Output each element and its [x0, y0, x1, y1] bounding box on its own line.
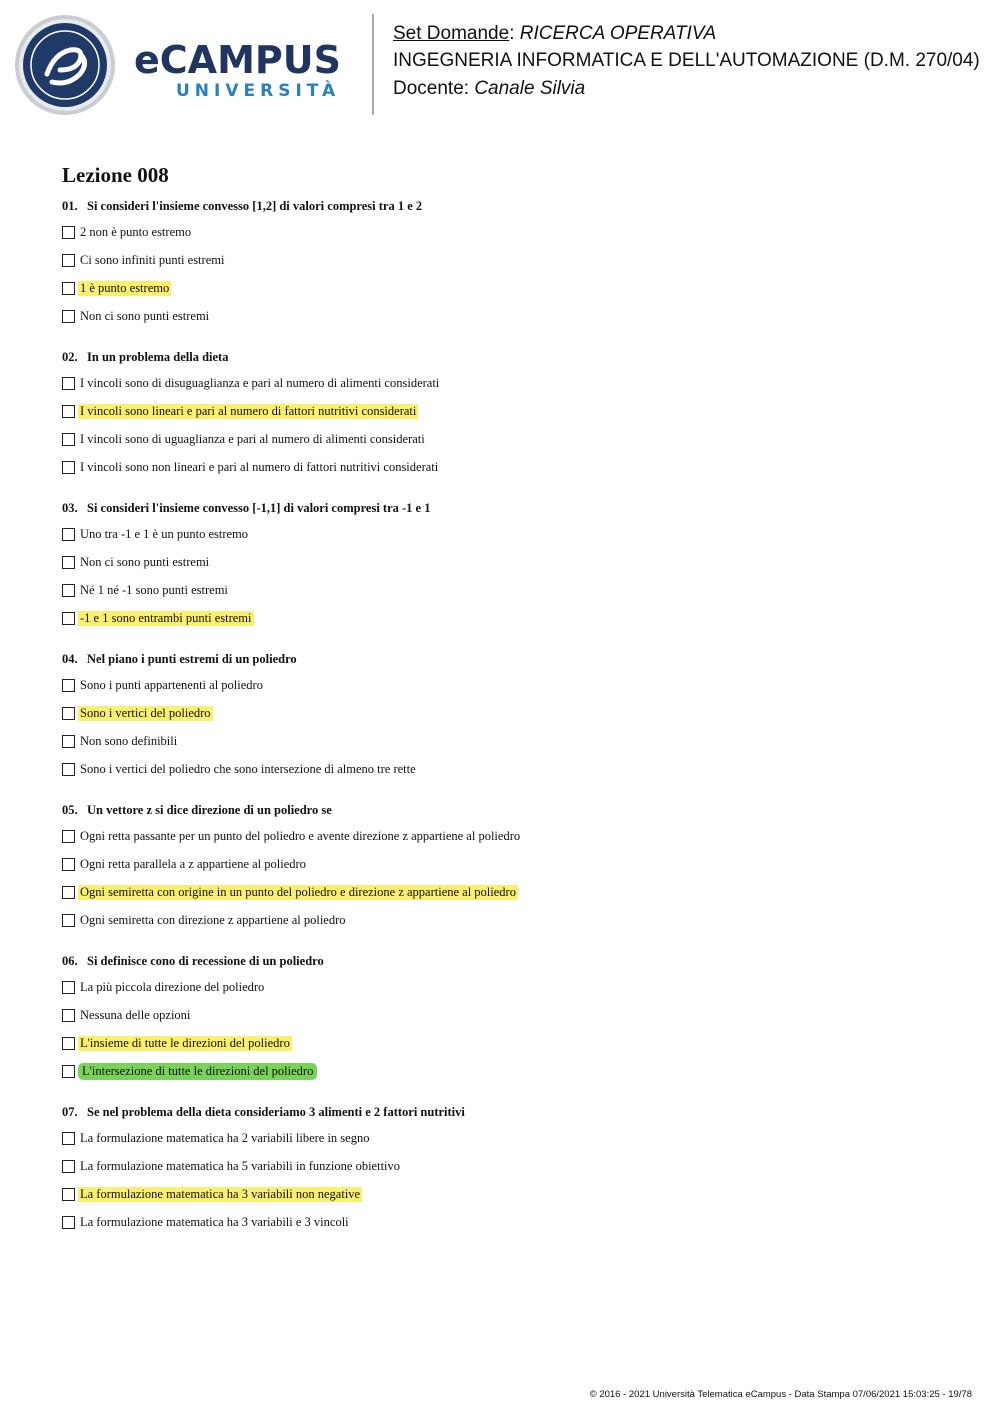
checkbox-icon[interactable]: [62, 830, 75, 843]
ecampus-wordmark: [134, 40, 356, 102]
answer-option[interactable]: [62, 850, 962, 878]
answer-option-text-highlighted: L'insieme di tutte le direzioni del poliedro: [80, 1035, 290, 1050]
answer-option[interactable]: [62, 274, 962, 302]
question-text: Un vettore z si dice direzione di un poliedro se: [87, 803, 332, 817]
answer-option-text: Ogni semiretta con direzione z appartiene al poliedro: [80, 912, 346, 927]
checkbox-icon[interactable]: [62, 226, 75, 239]
answer-option-text: La più piccola direzione del poliedro: [80, 979, 265, 994]
answer-option[interactable]: [62, 1180, 962, 1208]
brand-name: eCAMPUS: [134, 38, 341, 82]
answer-option[interactable]: [62, 397, 962, 425]
set-value: RICERCA OPERATIVA: [519, 23, 717, 44]
checkbox-icon[interactable]: [62, 1065, 75, 1078]
answer-option[interactable]: [62, 1152, 962, 1180]
checkbox-icon[interactable]: [62, 735, 75, 748]
ecampus-seal-logo-icon: [14, 14, 116, 116]
answer-option-text-highlighted: 1 è punto estremo: [80, 280, 170, 295]
answer-option[interactable]: [62, 604, 962, 632]
answer-option[interactable]: [62, 727, 962, 755]
checkbox-icon[interactable]: [62, 858, 75, 871]
answer-option[interactable]: [62, 1057, 962, 1085]
header-docente-line: [393, 78, 585, 100]
answer-option[interactable]: [62, 425, 962, 453]
question-block: [62, 647, 962, 783]
checkbox-icon[interactable]: [62, 1009, 75, 1022]
question-text: Si consideri l'insieme convesso [1,2] di valori compresi tra 1 e 2: [87, 199, 423, 213]
answer-option-text: Né 1 né -1 sono punti estremi: [80, 582, 228, 597]
answer-option[interactable]: [62, 973, 962, 1001]
checkbox-icon[interactable]: [62, 679, 75, 692]
answer-option-text: I vincoli sono di disuguaglianza e pari al numero di alimenti considerati: [80, 375, 440, 390]
question-text: Se nel problema della dieta consideriamo 3 alimenti e 2 fattori nutritivi: [87, 1105, 465, 1119]
question-block: [62, 798, 962, 934]
answer-option-text: Non ci sono punti estremi: [80, 308, 210, 323]
question-number: 07.: [62, 1105, 78, 1119]
answer-option-text: Sono i vertici del poliedro che sono intersezione di almeno tre rette: [80, 761, 416, 776]
question-block: [62, 345, 962, 481]
answer-option[interactable]: [62, 548, 962, 576]
question-block: [62, 194, 962, 330]
answer-option[interactable]: [62, 1208, 962, 1236]
answer-option[interactable]: [62, 1124, 962, 1152]
checkbox-icon[interactable]: [62, 1160, 75, 1173]
answer-option-text: Ogni retta parallela a z appartiene al poliedro: [80, 856, 306, 871]
header-set-line: Set Domande: RICERCA OPERATIVA: [393, 23, 717, 44]
checkbox-icon[interactable]: [62, 612, 75, 625]
set-label: Set Domande: [393, 23, 510, 44]
question-text: Nel piano i punti estremi di un poliedro: [87, 652, 297, 666]
answer-option-text: Ogni retta passante per un punto del poliedro e avente direzione z appartiene al poliedro: [80, 828, 521, 843]
answer-option[interactable]: [62, 369, 962, 397]
checkbox-icon[interactable]: [62, 914, 75, 927]
checkbox-icon[interactable]: [62, 886, 75, 899]
answer-option[interactable]: [62, 671, 962, 699]
answer-option-text-highlighted: Ogni semiretta con origine in un punto del poliedro e direzione z appartiene al poliedro: [80, 884, 516, 899]
answer-option-text-highlighted: -1 e 1 sono entrambi punti estremi: [80, 610, 252, 625]
checkbox-icon[interactable]: [62, 282, 75, 295]
checkbox-icon[interactable]: [62, 981, 75, 994]
answer-option-text: I vincoli sono di uguaglianza e pari al numero di alimenti considerati: [80, 431, 425, 446]
checkbox-icon[interactable]: [62, 405, 75, 418]
answer-option-text: Uno tra -1 e 1 è un punto estremo: [80, 526, 249, 541]
question-title: [62, 647, 962, 671]
brand-subtitle: UNIVERSITÀ: [176, 81, 341, 101]
question-number: 04.: [62, 652, 78, 666]
checkbox-icon[interactable]: [62, 461, 75, 474]
question-number: 01.: [62, 199, 78, 213]
question-number: 05.: [62, 803, 78, 817]
answer-option-text: La formulazione matematica ha 2 variabili libere in segno: [80, 1130, 370, 1145]
answer-option[interactable]: [62, 520, 962, 548]
checkbox-icon[interactable]: [62, 1216, 75, 1229]
answer-option-text: Non sono definibili: [80, 733, 178, 748]
question-number: 03.: [62, 501, 78, 515]
checkbox-icon[interactable]: [62, 254, 75, 267]
checkbox-icon[interactable]: [62, 528, 75, 541]
course-title: INGEGNERIA INFORMATICA E DELL'AUTOMAZIONE (D.M. 270/04): [393, 50, 980, 71]
question-title: [62, 194, 962, 218]
docente-name: Canale Silvia: [474, 78, 586, 99]
question-block: [62, 496, 962, 632]
question-title: [62, 345, 962, 369]
question-title: [62, 1100, 962, 1124]
question-text: Si definisce cono di recessione di un poliedro: [87, 954, 324, 968]
lesson-title: Lezione 008: [62, 163, 169, 187]
checkbox-icon[interactable]: [62, 1188, 75, 1201]
answer-option[interactable]: [62, 1001, 962, 1029]
answer-option[interactable]: [62, 755, 962, 783]
answer-option[interactable]: [62, 1029, 962, 1057]
question-block: [62, 949, 962, 1085]
checkbox-icon[interactable]: [62, 1037, 75, 1050]
question-number: 02.: [62, 350, 78, 364]
checkbox-icon[interactable]: [62, 584, 75, 597]
question-set: [62, 162, 962, 1251]
questions-list: [62, 194, 962, 1236]
answer-option[interactable]: [62, 822, 962, 850]
checkbox-icon[interactable]: [62, 763, 75, 776]
header-divider: [372, 14, 374, 115]
answer-option-text: Ci sono infiniti punti estremi: [80, 252, 225, 267]
question-title: [62, 949, 962, 973]
answer-option[interactable]: [62, 576, 962, 604]
answer-option-text-highlighted: I vincoli sono lineari e pari al numero di fattori nutritivi considerati: [80, 403, 417, 418]
docente-label: Docente:: [393, 78, 470, 99]
answer-option[interactable]: [62, 246, 962, 274]
answer-option-text: Non ci sono punti estremi: [80, 554, 210, 569]
answer-option[interactable]: [62, 302, 962, 330]
answer-option[interactable]: [62, 906, 962, 934]
question-text: Si consideri l'insieme convesso [-1,1] di valori compresi tra -1 e 1: [87, 501, 431, 515]
answer-option-text-highlighted: La formulazione matematica ha 3 variabili non negative: [80, 1186, 361, 1201]
question-text: In un problema della dieta: [87, 350, 229, 364]
checkbox-icon[interactable]: [62, 310, 75, 323]
question-block: [62, 1100, 962, 1236]
answer-option-text: Sono i punti appartenenti al poliedro: [80, 677, 263, 692]
answer-option-text: Nessuna delle opzioni: [80, 1007, 191, 1022]
answer-option[interactable]: [62, 699, 962, 727]
checkbox-icon[interactable]: [62, 707, 75, 720]
checkbox-icon[interactable]: [62, 377, 75, 390]
answer-option-text-highlighted: L'intersezione di tutte le direzioni del poliedro: [78, 1063, 317, 1080]
question-title: [62, 798, 962, 822]
answer-option[interactable]: [62, 878, 962, 906]
question-title: [62, 496, 962, 520]
checkbox-icon[interactable]: [62, 556, 75, 569]
question-number: 06.: [62, 954, 78, 968]
answer-option-text-highlighted: Sono i vertici del poliedro: [80, 705, 211, 720]
answer-option[interactable]: [62, 218, 962, 246]
page-footer: © 2016 - 2021 Università Telematica eCampus - Data Stampa 07/06/2021 15:03:25 - 19/78: [589, 1389, 972, 1400]
answer-option-text: La formulazione matematica ha 3 variabili e 3 vincoli: [80, 1214, 349, 1229]
checkbox-icon[interactable]: [62, 433, 75, 446]
checkbox-icon[interactable]: [62, 1132, 75, 1145]
answer-option[interactable]: [62, 453, 962, 481]
answer-option-text: 2 non è punto estremo: [80, 224, 192, 239]
answer-option-text: I vincoli sono non lineari e pari al numero di fattori nutritivi considerati: [80, 459, 439, 474]
answer-option-text: La formulazione matematica ha 5 variabili in funzione obiettivo: [80, 1158, 401, 1173]
